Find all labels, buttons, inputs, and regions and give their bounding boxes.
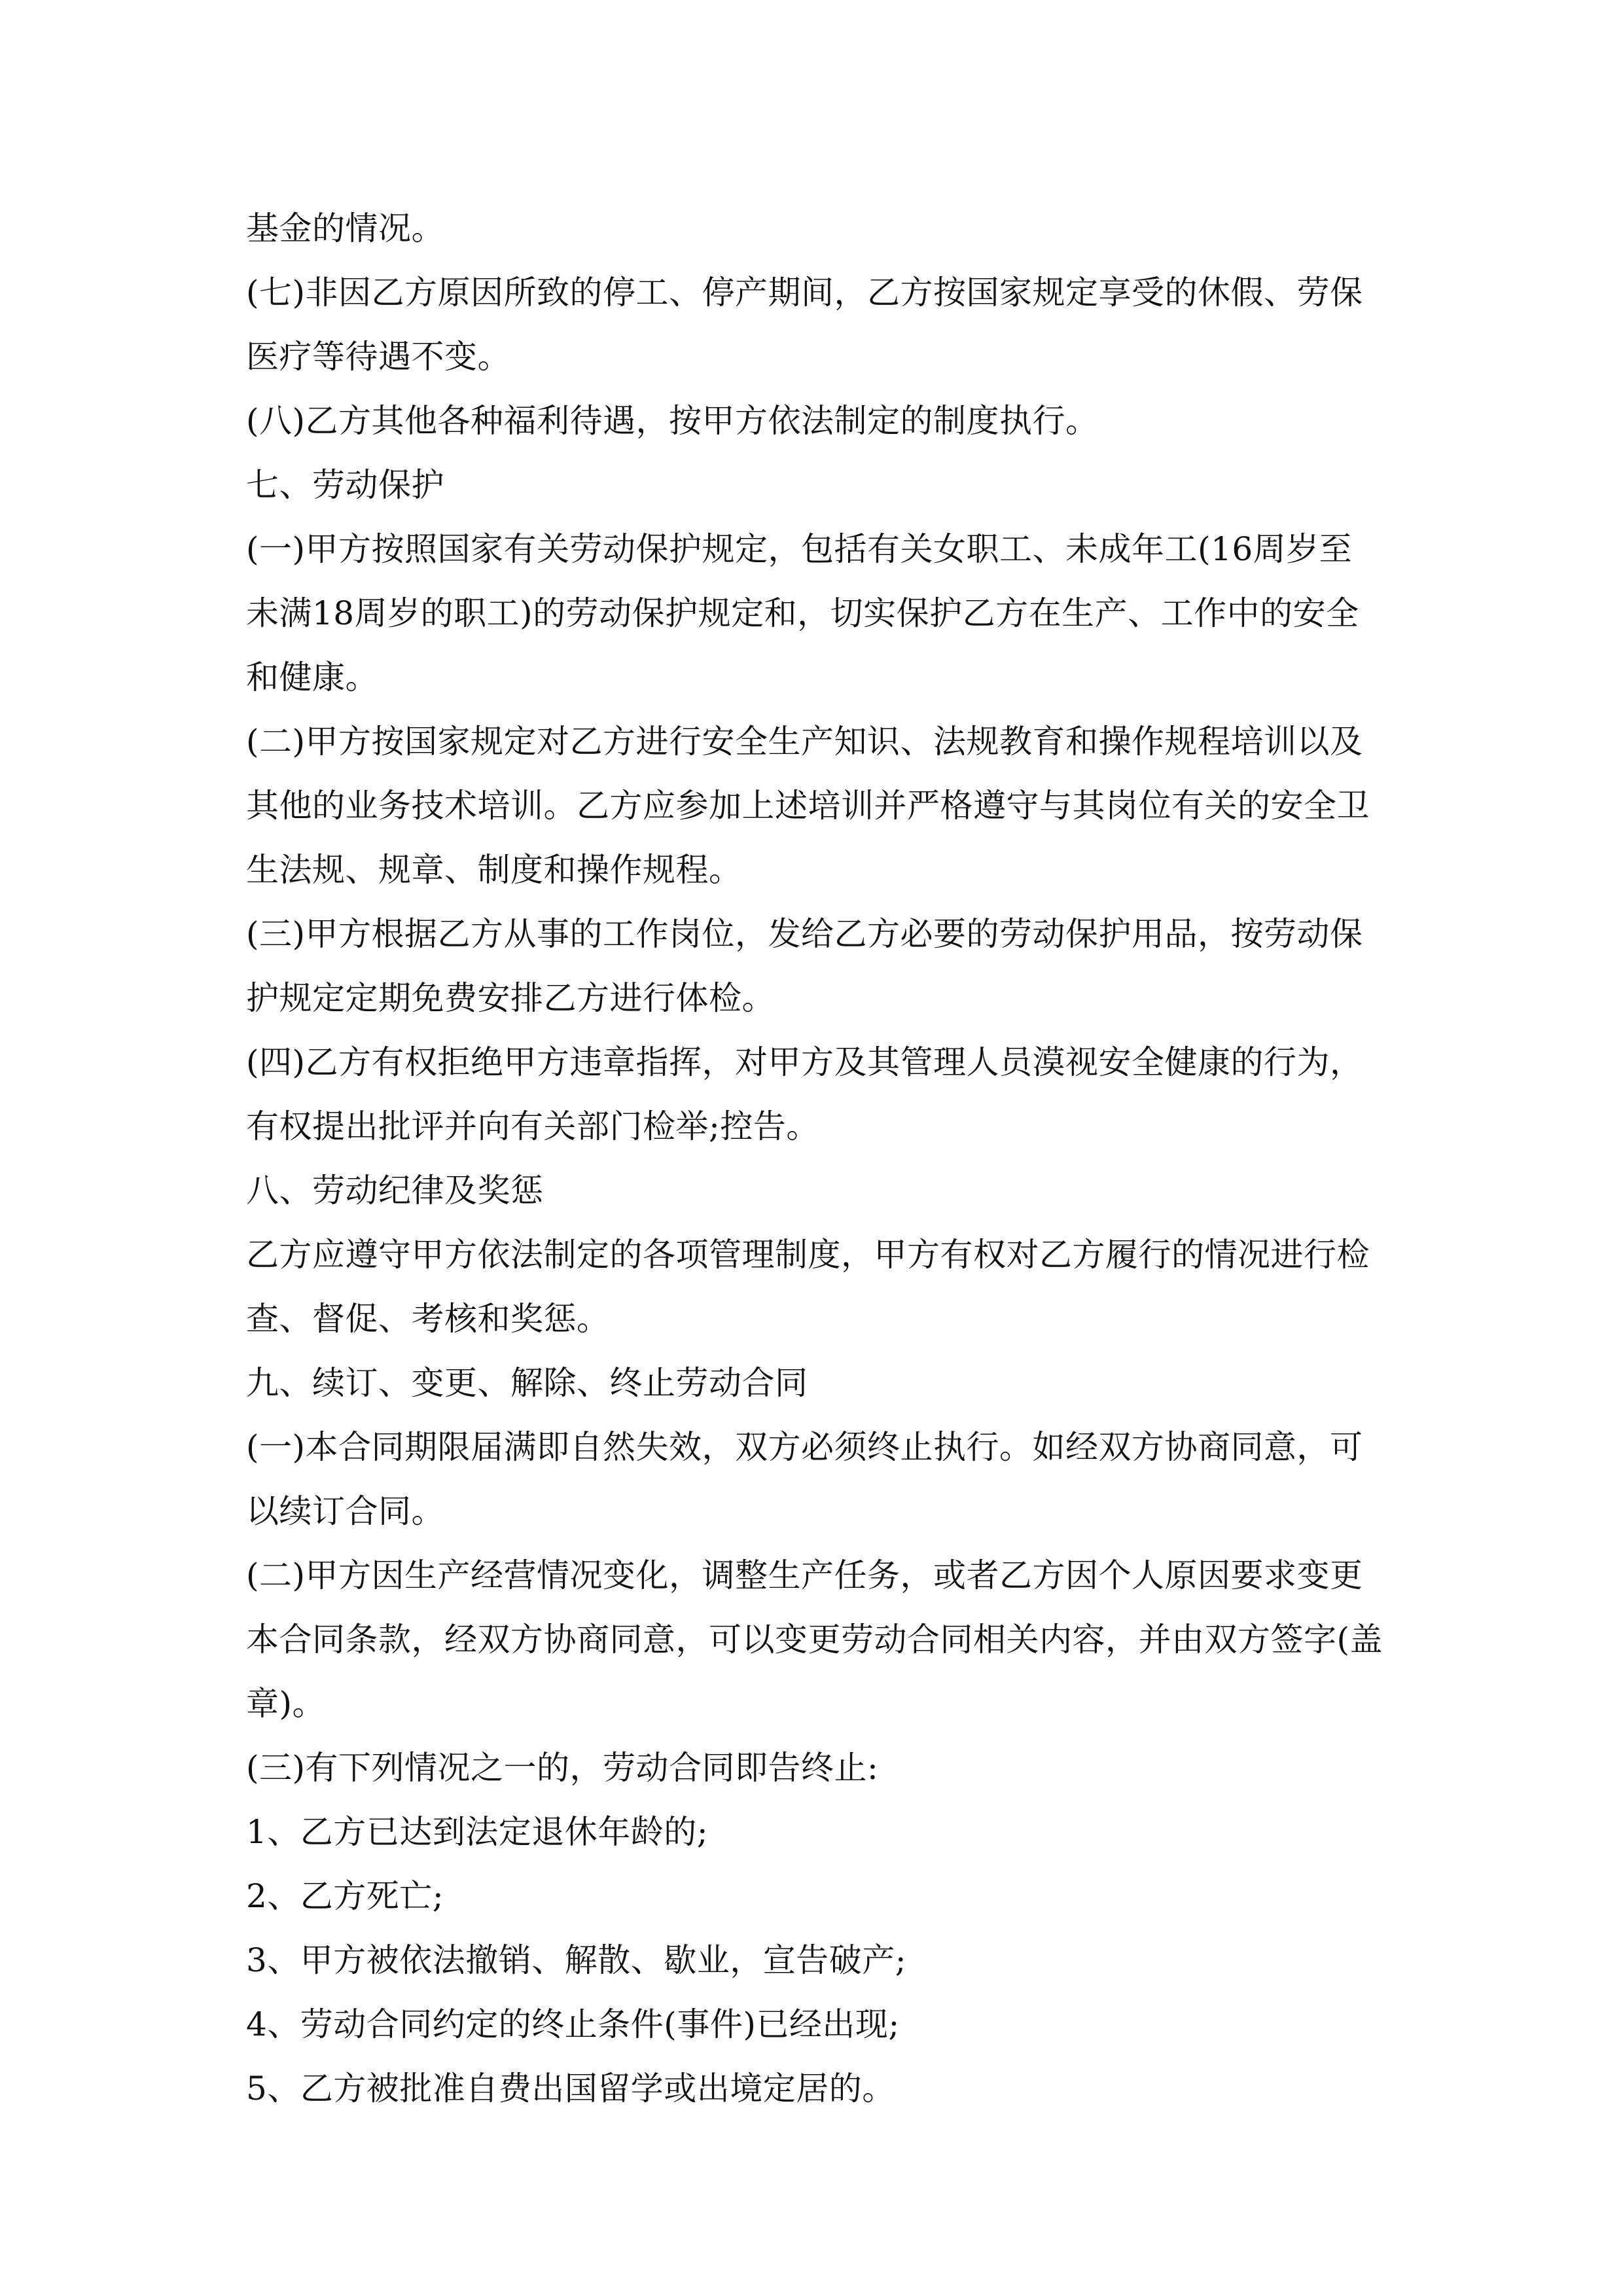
list-item: 3、甲方被依法撤销、解散、歇业，宣告破产; [246, 1941, 907, 1979]
paragraph: (三)有下列情况之一的，劳动合同即告终止: [246, 1749, 879, 1787]
paragraph: (四)乙方有权拒绝甲方违章指挥，对甲方及其管理人员漠视安全健康的行为，有权提出批评并向有关部门检举;控告。 [246, 1043, 1363, 1145]
list-item: 2、乙方死亡; [246, 1877, 444, 1915]
paragraph: (八)乙方其他各种福利待遇，按甲方依法制定的制度执行。 [246, 402, 1099, 440]
paragraph: (二)甲方因生产经营情况变化，调整生产任务，或者乙方因个人原因要求变更本合同条款，经双方协商同意，可以变更劳动合同相关内容，并由双方签字(盖章)。 [246, 1556, 1383, 1723]
list-item: 4、劳动合同约定的终止条件(事件)已经出现; [246, 2005, 900, 2043]
paragraph: (七)非因乙方原因所致的停工、停产期间，乙方按国家规定享受的休假、劳保医疗等待遇不变。 [246, 274, 1363, 376]
paragraph: (一)甲方按照国家有关劳动保护规定，包括有关女职工、未成年工(16周岁至未满18周岁的职工)的劳动保护规定和，切实保护乙方在生产、工作中的安全和健康。 [246, 530, 1359, 696]
paragraph: (一)本合同期限届满即自然失效，双方必须终止执行。如经双方协商同意，可以续订合同。 [246, 1428, 1363, 1530]
document-body [246, 196, 1385, 2121]
list-item: 1、乙方已达到法定退休年龄的; [246, 1813, 709, 1851]
list-item: 5、乙方被批准自费出国留学或出境定居的。 [246, 2070, 895, 2108]
paragraph: (二)甲方按国家规定对乙方进行安全生产知识、法规教育和操作规程培训以及其他的业务技术培训。乙方应参加上述培训并严格遵守与其岗位有关的安全卫生法规、规章、制度和操作规程。 [246, 723, 1370, 889]
paragraph: 乙方应遵守甲方依法制定的各项管理制度，甲方有权对乙方履行的情况进行检查、督促、考核和奖惩。 [246, 1236, 1370, 1338]
section-heading: 八、劳动纪律及奖惩 [246, 1172, 544, 1210]
paragraph: 基金的情况。 [246, 209, 444, 247]
section-heading: 七、劳动保护 [246, 466, 444, 504]
section-heading: 九、续订、变更、解除、终止劳动合同 [246, 1364, 808, 1402]
paragraph: (三)甲方根据乙方从事的工作岗位，发给乙方必要的劳动保护用品，按劳动保护规定定期免费安排乙方进行体检。 [246, 915, 1363, 1017]
